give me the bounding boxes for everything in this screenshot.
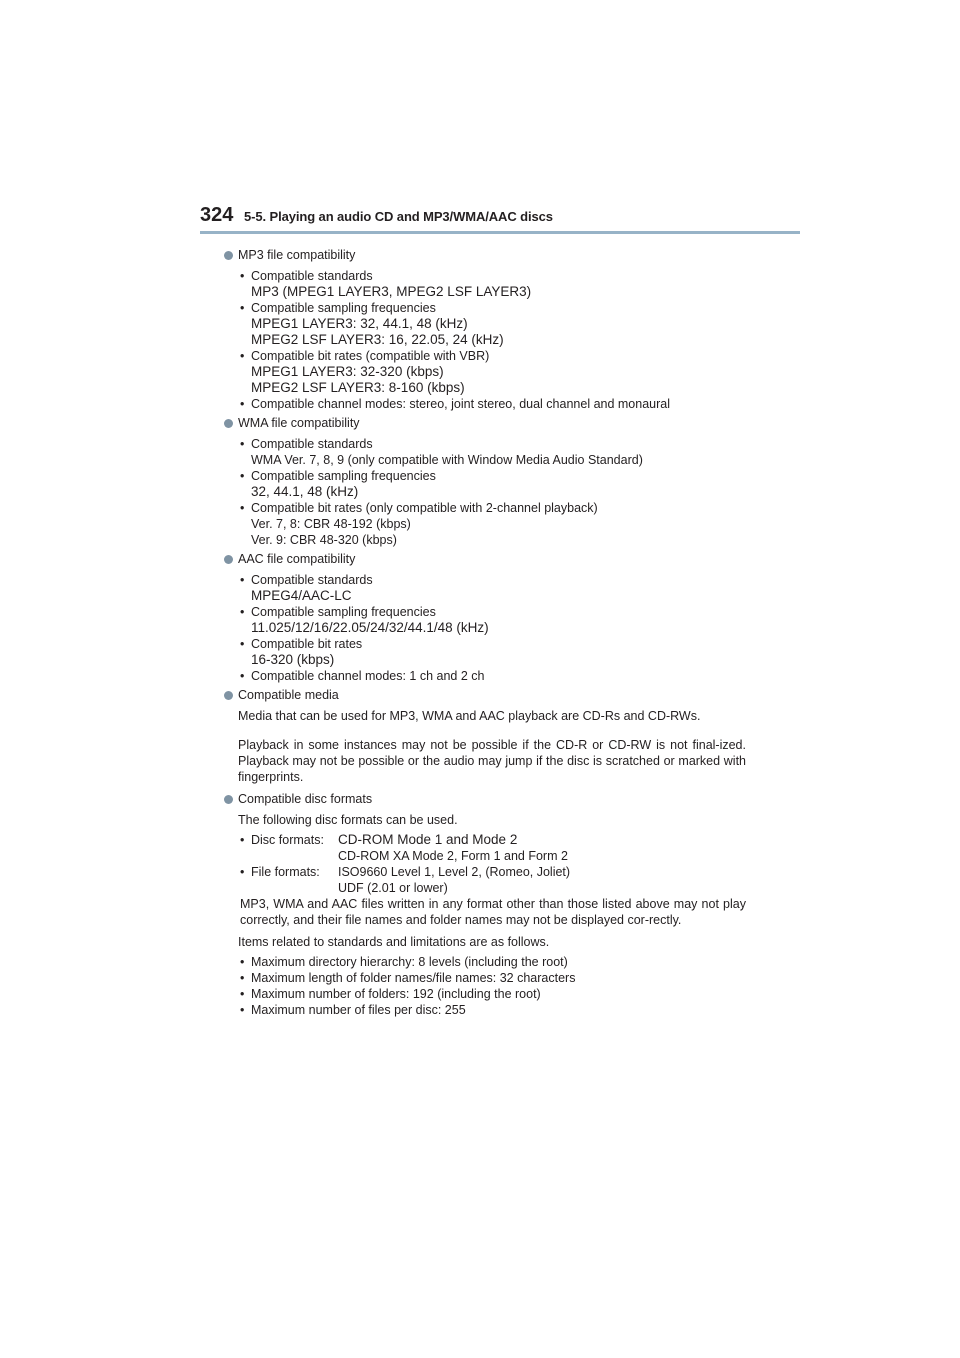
disc-formats-label: Disc formats: [251,832,324,847]
list-item [240,500,746,548]
limit-item: Maximum length of folder names/file names: 32 characters [251,970,576,985]
circle-bullet-icon [224,419,233,428]
mp3-item-list [240,268,746,412]
section-heading [224,247,746,263]
list-item [240,986,746,1002]
bullet-dot-icon: • [240,397,245,411]
section-heading [224,791,746,807]
list-item [240,572,746,604]
list-item [240,348,746,396]
circle-bullet-icon [224,691,233,700]
disc-formats-item [240,832,746,864]
file-format-value: UDF (2.01 or lower) [338,880,448,895]
item-label: Compatible sampling frequencies [251,469,436,483]
bullet-dot-icon: • [240,269,245,283]
bullet-dot-icon: • [240,573,245,587]
circle-bullet-icon [224,555,233,564]
bullet-dot-icon: • [240,501,245,515]
page-number: 324 [200,204,234,226]
item-label: Compatible standards [251,437,373,451]
mp3-heading: MP3 file compatibility [238,248,356,262]
item-label: Compatible bit rates (compatible with VBR) [251,349,490,363]
bullet-dot-icon: • [240,669,245,683]
item-value: 16-320 (kbps) [251,652,335,667]
formats-list [240,832,746,928]
item-label: Compatible sampling frequencies [251,301,436,315]
item-value: 11.025/12/16/22.05/24/32/44.1/48 (kHz) [251,620,489,635]
bullet-dot-icon: • [240,970,245,985]
bullet-dot-icon: • [240,954,245,969]
file-formats-label: File formats: [251,864,320,879]
section-heading [224,551,746,567]
item-value: MPEG4/AAC-LC [251,588,352,603]
limit-item: Maximum number of files per disc: 255 [251,1002,466,1017]
item-label: Compatible standards [251,573,373,587]
bullet-dot-icon: • [240,437,245,451]
wma-item-list [240,436,746,548]
limit-item: Maximum number of folders: 192 (including the root) [251,986,541,1001]
item-value: MPEG2 LSF LAYER3: 16, 22.05, 24 (kHz) [251,332,504,347]
list-item [240,300,746,348]
list-item [240,1002,746,1018]
page-content [224,244,746,1018]
list-item [240,970,746,986]
item-value: MPEG1 LAYER3: 32, 44.1, 48 (kHz) [251,316,468,331]
wma-heading: WMA file compatibility [238,416,360,430]
formats-heading: Compatible disc formats [238,791,373,806]
media-paragraph-1: Media that can be used for MP3, WMA and AAC playback are CD-Rs and CD-RWs. [238,709,701,723]
formats-intro: The following disc formats can be used. [238,812,458,827]
item-label: Compatible channel modes: 1 ch and 2 ch [251,669,485,683]
list-item [240,604,746,636]
list-item [240,636,746,668]
list-item [240,396,746,412]
limits-list [240,954,746,1018]
list-item [240,468,746,500]
item-label: Compatible channel modes: stereo, joint stereo, dual channel and monaural [251,397,671,411]
item-label: Compatible standards [251,269,373,283]
bullet-dot-icon: • [240,1002,245,1017]
media-section [224,687,746,785]
file-formats-item [240,864,746,896]
item-value: Ver. 9: CBR 48-320 (kbps) [251,533,397,547]
page-header [200,203,800,235]
item-value: 32, 44.1, 48 (kHz) [251,484,359,499]
aac-item-list [240,572,746,684]
header-rule [200,231,800,234]
bullet-dot-icon: • [240,832,245,847]
mp3-section [224,247,746,412]
limits-intro: Items related to standards and limitations are as follows. [238,934,550,949]
bullet-dot-icon: • [240,637,245,651]
item-value: WMA Ver. 7, 8, 9 (only compatible with Window Media Audio Standard) [251,453,643,467]
circle-bullet-icon [224,795,233,804]
file-format-value: ISO9660 Level 1, Level 2, (Romeo, Joliet) [338,864,571,879]
bullet-dot-icon: • [240,605,245,619]
item-label: Compatible bit rates (only compatible with 2-channel playback) [251,501,598,515]
section-heading [224,415,746,431]
formats-note: MP3, WMA and AAC files written in any format other than those listed above may not play correctly, and their file names and folder names may not be displayed cor-rectly. [240,896,746,927]
disc-format-value: CD-ROM Mode 1 and Mode 2 [338,831,518,847]
item-value: MPEG2 LSF LAYER3: 8-160 (kbps) [251,380,465,395]
section-heading [224,687,746,703]
list-item [240,268,746,300]
bullet-dot-icon: • [240,349,245,363]
bullet-dot-icon: • [240,469,245,483]
item-value: Ver. 7, 8: CBR 48-192 (kbps) [251,517,411,531]
bullet-dot-icon: • [240,864,245,879]
media-paragraph-2: Playback in some instances may not be possible if the CD-R or CD-RW is not final-ized. Playback may not be possible or the audio may jump if the disc is scratched or marked with fingerprints. [238,737,746,784]
limit-item: Maximum directory hierarchy: 8 levels (including the root) [251,954,568,969]
formats-section [224,791,746,1018]
bullet-dot-icon: • [240,301,245,315]
aac-heading: AAC file compatibility [238,552,356,566]
disc-format-value: CD-ROM XA Mode 2, Form 1 and Form 2 [338,848,568,863]
item-label: Compatible bit rates [251,637,363,651]
list-item [240,954,746,970]
item-value: MPEG1 LAYER3: 32-320 (kbps) [251,364,444,379]
list-item [240,668,746,684]
circle-bullet-icon [224,251,233,260]
item-value: MP3 (MPEG1 LAYER3, MPEG2 LSF LAYER3) [251,284,532,299]
media-heading: Compatible media [238,688,339,702]
aac-section [224,551,746,684]
wma-section [224,415,746,548]
list-item [240,436,746,468]
item-label: Compatible sampling frequencies [251,605,436,619]
bullet-dot-icon: • [240,986,245,1001]
chapter-title: 5-5. Playing an audio CD and MP3/WMA/AAC discs [244,209,553,224]
